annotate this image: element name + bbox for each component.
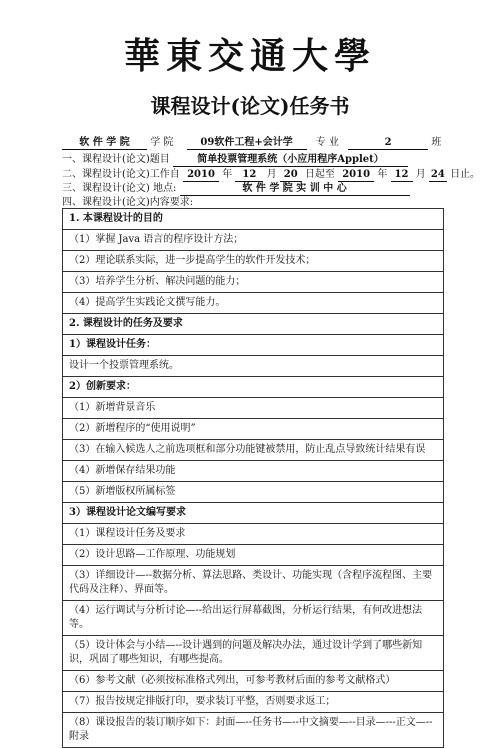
table-row: （1）课程设计任务及要求 — [62, 524, 444, 545]
table-row: （1）新增背景音乐 — [62, 398, 444, 419]
table-row: （2）新增程序的“使用说明” — [62, 419, 444, 440]
topic-label: 一、课程设计(论文)题目 — [62, 154, 170, 165]
location-label: 三、课程设计(论文) 地点: — [62, 183, 177, 194]
location-line — [62, 182, 410, 196]
school-value: 软 件 学 院 — [62, 137, 147, 150]
period-line — [62, 168, 480, 182]
start-year-label: 年 — [222, 169, 233, 180]
table-row: （1）掌握 Java 语言的程序设计方法； — [62, 230, 444, 251]
table-row: （5）新增版权所属标签 — [62, 482, 444, 503]
end-month: 12 — [391, 169, 413, 182]
end-day: 24 — [429, 169, 447, 182]
table-row: （6）参考文献（必须按标准格式列出，可参考教材后面的参考文献格式） — [62, 671, 444, 692]
table-row: （2）设计思路—工作原理、功能规划 — [62, 545, 444, 566]
school-suffix: 学 院 — [150, 137, 174, 148]
table-row: （7）报告按规定排版打印，要求装订平整，否则要求返工； — [62, 692, 444, 713]
content-label: 四、课程设计(论文)内容要求: — [62, 197, 194, 208]
table-row: （3）详细设计—--数据分析、算法思路、类设计、功能实现（含程序流程图、主要代码及注释）、界面等。 — [62, 566, 444, 601]
table-row: （4）运行调试与分析讨论—--给出运行屏幕截图，分析运行结果，有何改进想法等。 — [62, 601, 444, 636]
table-row: （4）新增保存结果功能 — [62, 461, 444, 482]
start-year: 2010 — [183, 169, 219, 182]
section-heading: 2. 课程设计的任务及要求 — [62, 314, 444, 335]
section-heading: 1. 本课程设计的目的 — [62, 208, 444, 230]
table-row: 设计一个投票管理系统。 — [62, 356, 444, 377]
section-heading: 2）创新要求： — [62, 377, 444, 398]
start-day: 20 — [280, 169, 302, 182]
table-row: （3）在输入候选人之前选项框和部分功能键被禁用，防止乱点导致统计结果有误 — [62, 440, 444, 461]
table-row: （8）课设报告的装订顺序如下：封面—--任务书—--中文摘要—--目录—---正文—--附录 — [62, 713, 444, 748]
end-suffix: 日止。 — [450, 169, 481, 180]
class-value: 2 — [348, 137, 428, 150]
table-row: （5）设计体会与小结—--设计遇到的问题及解决办法，通过设计学到了哪些新知识，巩固了哪些知识，有哪些提高。 — [62, 636, 444, 671]
end-month-label: 月 — [415, 169, 426, 180]
university-logo: 華東交通大學 — [123, 35, 376, 77]
table-row: （4）提高学生实践论文撰写能力。 — [62, 293, 444, 314]
document-title: 课程设计(论文)任务书 — [150, 94, 350, 118]
end-year-label: 年 — [377, 169, 388, 180]
school-line — [62, 136, 441, 150]
end-year: 2010 — [338, 169, 374, 182]
section-heading: 3）课程设计论文编写要求 — [62, 503, 444, 524]
start-suffix: 日起至 — [304, 169, 335, 180]
major-value: 09软件工程+会计学 — [187, 137, 307, 150]
table-row: （3）培养学生分析、解决问题的能力； — [62, 272, 444, 293]
topic-line — [62, 153, 408, 167]
start-month: 12 — [235, 169, 263, 182]
class-label: 班 — [431, 137, 442, 148]
topic-value: 简单投票管理系统（小应用程序Applet） — [173, 154, 408, 167]
location-value: 软 件 学 院 实 训 中 心 — [180, 183, 410, 196]
start-month-label: 月 — [266, 169, 277, 180]
section-heading: 1）课程设计任务： — [62, 335, 444, 356]
major-label: 专 业 — [315, 137, 339, 148]
period-label: 二、课程设计(论文)工作自 — [62, 169, 180, 180]
content-table — [62, 208, 444, 748]
table-row: （2）理论联系实际，进一步提高学生的软件开发技术； — [62, 251, 444, 272]
